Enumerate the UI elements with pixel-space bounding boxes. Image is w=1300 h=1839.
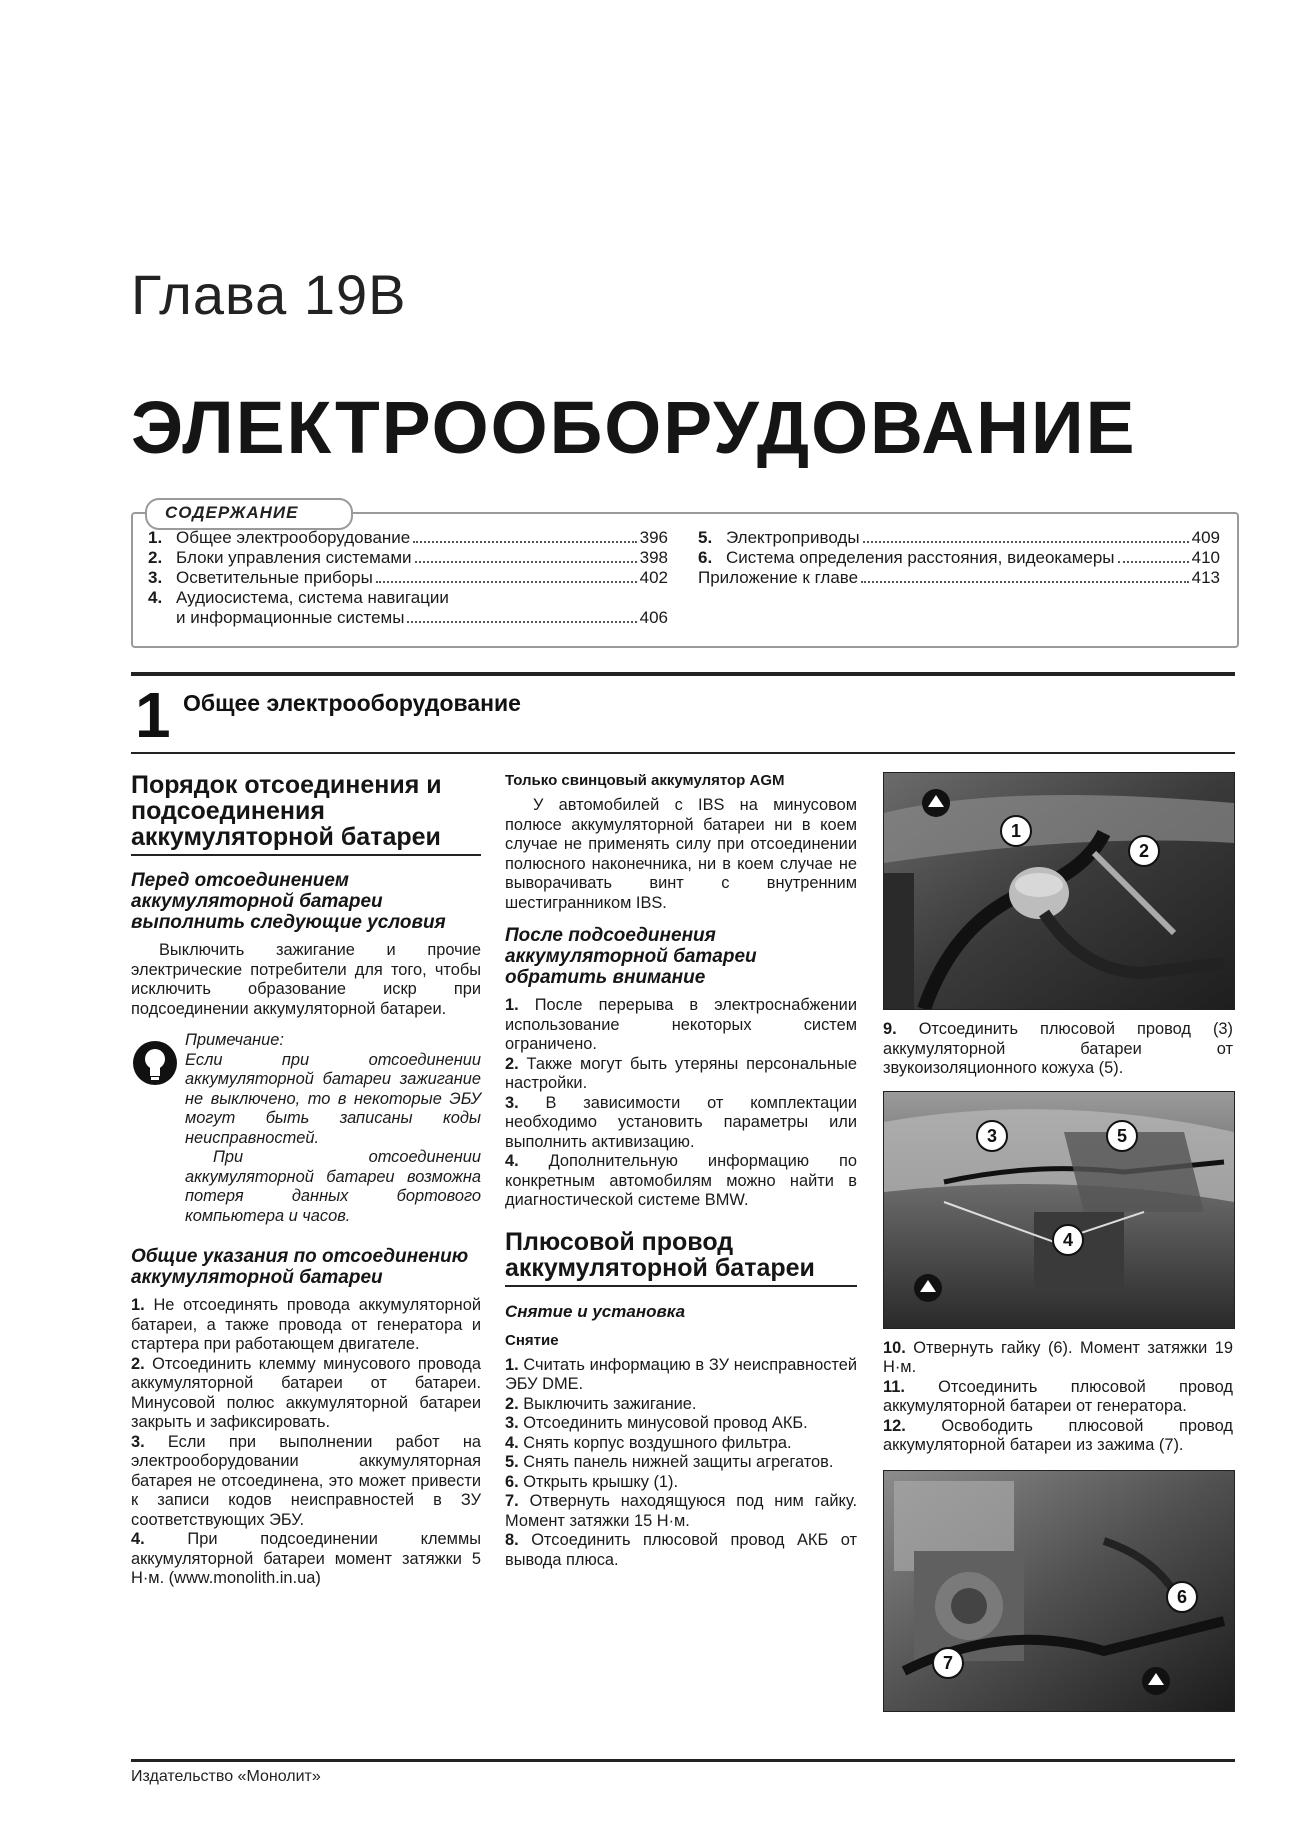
caption-item	[883, 1339, 1233, 1378]
toc-leader	[407, 608, 636, 623]
column-3	[883, 772, 1233, 1722]
toc-right-column	[698, 528, 1220, 588]
list-item-number: 3.	[505, 1414, 519, 1432]
toc-entry[interactable]	[698, 528, 1220, 548]
list-item	[505, 1094, 857, 1153]
list-item-number: 4.	[505, 1433, 519, 1452]
list-item-text: Отсоединить клемму минусового провода аккумуляторной батареи от батареи. Минусовой полюс аккумуляторной батареи закрыть и зафиксировать.	[131, 1354, 481, 1431]
list-item-text: Не отсоединять провода аккумуляторной батареи, а также провода от генератора и стартера при работающем двигателе.	[131, 1296, 481, 1353]
list-item-number: 8.	[505, 1531, 519, 1549]
caption-text: Отсоединить плюсовой провод (3) аккумуляторной батареи от звукоизоляционного кожуха (5).	[883, 1020, 1233, 1077]
toc-entry-text: Система определения расстояния, видеокамеры	[726, 548, 1115, 567]
list-item-number: 2.	[131, 1354, 145, 1373]
toc-entry-text: Приложение к главе	[698, 568, 859, 587]
note-body	[185, 1031, 481, 1226]
list-item-number: 1.	[505, 996, 519, 1014]
list-item-text: Снять корпус воздушного фильтра.	[523, 1433, 792, 1452]
toc-leader	[1118, 548, 1189, 563]
list-item-text: Отвернуть находящуюся под ним гайку. Момент затяжки 15 Н·м.	[505, 1492, 857, 1530]
list-item-text: В зависимости от комплектации необходимо установить параметры или выполнить активизацию.	[505, 1093, 857, 1151]
toc-entry-continuation[interactable]	[148, 608, 668, 628]
chapter-title: ЭЛЕКТРООБОРУДОВАНИЕ	[131, 386, 1137, 469]
engine-photo-1	[883, 772, 1235, 1010]
list-item-text: Выключить зажигание.	[523, 1394, 697, 1413]
list-item	[505, 1492, 857, 1531]
toc-entry-page: 413	[1191, 568, 1220, 587]
callout-4: 4	[1052, 1224, 1084, 1256]
list-item	[505, 1531, 857, 1570]
toc-entry-number: 1.	[148, 528, 163, 547]
toc-leader	[413, 528, 636, 543]
subheading-removal-installation: Снятие и установка	[505, 1301, 686, 1321]
callout-5: 5	[1106, 1120, 1138, 1152]
section-rule-bottom	[131, 752, 1235, 754]
toc-entry-number: 5.	[698, 528, 713, 547]
toc-entry-text: Электроприводы	[726, 528, 860, 547]
list-item-number: 1.	[505, 1355, 519, 1374]
section-rule-top	[131, 672, 1235, 676]
section-title: Общее электрооборудование	[183, 690, 521, 716]
heading-agm: Только свинцовый аккумулятор AGM	[505, 772, 785, 789]
column-2	[505, 772, 857, 1584]
subheading-after-connect: После подсоединения аккумуляторной батареи обратить внимание	[505, 925, 757, 988]
toc-entry-number: 6.	[698, 548, 713, 567]
toc-left-column	[148, 528, 668, 628]
footer-publisher: Издательство «Монолит»	[131, 1768, 321, 1785]
note-text: Если при отсоединении аккумуляторной батареи зажигание не выключено, то в некоторые ЭБУ могут быть записаны коды неисправностей.	[185, 1050, 481, 1147]
list-item	[505, 1414, 857, 1434]
toc-entry[interactable]	[148, 568, 668, 588]
caption-text: Освободить плюсовой провод аккумуляторной батареи из зажима (7).	[883, 1416, 1233, 1454]
list-item	[131, 1530, 481, 1589]
heading-removal: Снятие	[505, 1331, 559, 1349]
list-item-number: 7.	[505, 1492, 519, 1510]
heading-plus-cable: Плюсовой провод аккумуляторной батареи	[505, 1229, 857, 1287]
toc-entry-number: 2.	[148, 548, 163, 567]
caption-9	[883, 1020, 1233, 1079]
note-label: Примечание:	[185, 1031, 284, 1049]
paragraph: Выключить зажигание и прочие электрические потребители для того, чтобы исключить образование искр при подсоединении аккумуляторной батареи.	[131, 941, 481, 1018]
list-item-number: 2.	[505, 1394, 519, 1413]
list-item-number: 3.	[505, 1093, 519, 1112]
toc-leader	[861, 568, 1189, 583]
toc-entry-page: 409	[1191, 528, 1220, 547]
list-item-text: После перерыва в электроснабжении использование некоторых систем ограничено.	[505, 996, 857, 1053]
caption-number: 11.	[883, 1377, 905, 1396]
caption-number: 12.	[883, 1416, 906, 1435]
callout-2: 2	[1128, 835, 1160, 867]
callout-7: 7	[932, 1647, 964, 1679]
list-item-number: 4.	[131, 1530, 145, 1548]
list-item-text: Если при выполнении работ на электрооборудовании аккумуляторная батарея не отсоединена, это может привести к записи кодов неисправностей в ЗУ соответствующих ЭБУ.	[131, 1432, 481, 1529]
toc-entry-text: и информационные системы	[176, 608, 405, 627]
list-item-text: При подсоединении клеммы аккумуляторной батареи момент затяжки 5 Н·м. (www.monolith.in.ua)	[131, 1530, 481, 1587]
subheading-before-disconnect: Перед отсоединением аккумуляторной батареи выполнить следующие условия	[131, 870, 446, 933]
toc-entry-text: Блоки управления системами	[176, 548, 412, 567]
chapter-label: Глава 19B	[131, 263, 407, 326]
toc-entry-text: Общее электрооборудование	[176, 528, 411, 547]
list-item	[505, 1434, 857, 1454]
list-item-text: Считать информацию в ЗУ неисправностей ЭБУ DME.	[505, 1355, 857, 1393]
toc-entry-page: 410	[1191, 548, 1220, 567]
toc-spacer	[148, 608, 176, 628]
toc-leader	[376, 568, 637, 583]
caption-text: Отвернуть гайку (6). Момент затяжки 19 Н·м.	[883, 1338, 1233, 1376]
list-item-number: 5.	[505, 1453, 519, 1471]
callout-3: 3	[976, 1120, 1008, 1152]
list-item-text: Открыть крышку (1).	[523, 1472, 679, 1491]
toc-entry[interactable]	[148, 528, 668, 548]
column-1	[131, 772, 481, 1603]
list-item	[131, 1433, 481, 1531]
list-item-number: 2.	[505, 1054, 519, 1073]
section-number: 1	[135, 679, 171, 751]
list-item-number: 3.	[131, 1432, 145, 1451]
list-item	[505, 1473, 857, 1493]
toc-entry-number: 4.	[148, 588, 163, 607]
toc-entry-page: 398	[639, 548, 668, 567]
toc-entry-text: Аудиосистема, система навигации	[176, 588, 449, 607]
toc-entry-text: Осветительные приборы	[176, 568, 373, 587]
note-text-2: При отсоединении аккумуляторной батареи возможна потеря данных бортового компьютера и часов.	[185, 1148, 481, 1225]
list-item-text: Дополнительную информацию по конкретным автомобилям можно найти в диагностической системе BMW.	[505, 1152, 857, 1209]
list-item	[131, 1355, 481, 1433]
callout-6: 6	[1166, 1581, 1198, 1613]
caption-text: Отсоединить плюсовой провод аккумуляторной батареи от генератора.	[883, 1377, 1233, 1415]
list-item-number: 4.	[505, 1152, 519, 1170]
toc-entry-page: 406	[639, 608, 668, 627]
list-item	[131, 1296, 481, 1355]
toc-leader	[863, 528, 1189, 543]
list-item	[505, 1055, 857, 1094]
heading-battery-procedure: Порядок отсоединения и подсоединения аккумуляторной батареи	[131, 772, 481, 856]
list-item	[505, 996, 857, 1055]
list-item	[505, 1152, 857, 1211]
caption-item	[883, 1378, 1233, 1417]
footer-rule	[131, 1759, 1235, 1762]
subheading-general-instructions: Общие указания по отсоединению аккумуляторной батареи	[131, 1246, 469, 1288]
toc-entry[interactable]	[148, 548, 668, 568]
removal-steps-list	[505, 1356, 857, 1571]
after-connect-list	[505, 996, 857, 1211]
caption-item	[883, 1417, 1233, 1456]
list-item-number: 1.	[131, 1296, 145, 1314]
paragraph: У автомобилей с IBS на минусовом полюсе аккумуляторной батареи ни в коем случае не применять силу при отсоединении полюсного наконечника, ни в коем случае не выворачивать винт с внутренним шестигранником IBS.	[505, 796, 857, 912]
toc-title: СОДЕРЖАНИЕ	[165, 503, 299, 522]
list-item	[505, 1356, 857, 1395]
engine-photo-1-image	[884, 773, 1234, 1009]
list-item-text: Отсоединить плюсовой провод АКБ от вывода плюса.	[505, 1531, 857, 1569]
note-block	[131, 1031, 481, 1226]
lightbulb-icon	[131, 1039, 179, 1087]
caption-number: 10.	[883, 1338, 906, 1357]
toc-entry-page: 396	[639, 528, 668, 547]
list-item-text: Отсоединить минусовой провод АКБ.	[523, 1414, 808, 1432]
list-item-number: 6.	[505, 1472, 519, 1491]
list-item	[505, 1395, 857, 1415]
toc-entry[interactable]	[698, 568, 1220, 588]
engine-photo-3	[883, 1470, 1235, 1712]
list-item-text: Также могут быть утеряны персональные настройки.	[505, 1054, 858, 1092]
caption-number: 9.	[883, 1020, 897, 1038]
engine-photo-2-image	[884, 1092, 1234, 1328]
toc-leader	[415, 548, 637, 563]
toc-entry-number: 3.	[148, 568, 163, 587]
list-item	[505, 1453, 857, 1473]
list-item-text: Снять панель нижней защиты агрегатов.	[523, 1453, 834, 1471]
engine-photo-2	[883, 1091, 1235, 1329]
general-instructions-list	[131, 1296, 481, 1589]
toc-entry-page: 402	[639, 568, 668, 587]
toc-entry[interactable]	[698, 548, 1220, 568]
toc-entry[interactable]	[148, 588, 668, 608]
captions-10-12	[883, 1339, 1233, 1456]
callout-1: 1	[1000, 815, 1032, 847]
